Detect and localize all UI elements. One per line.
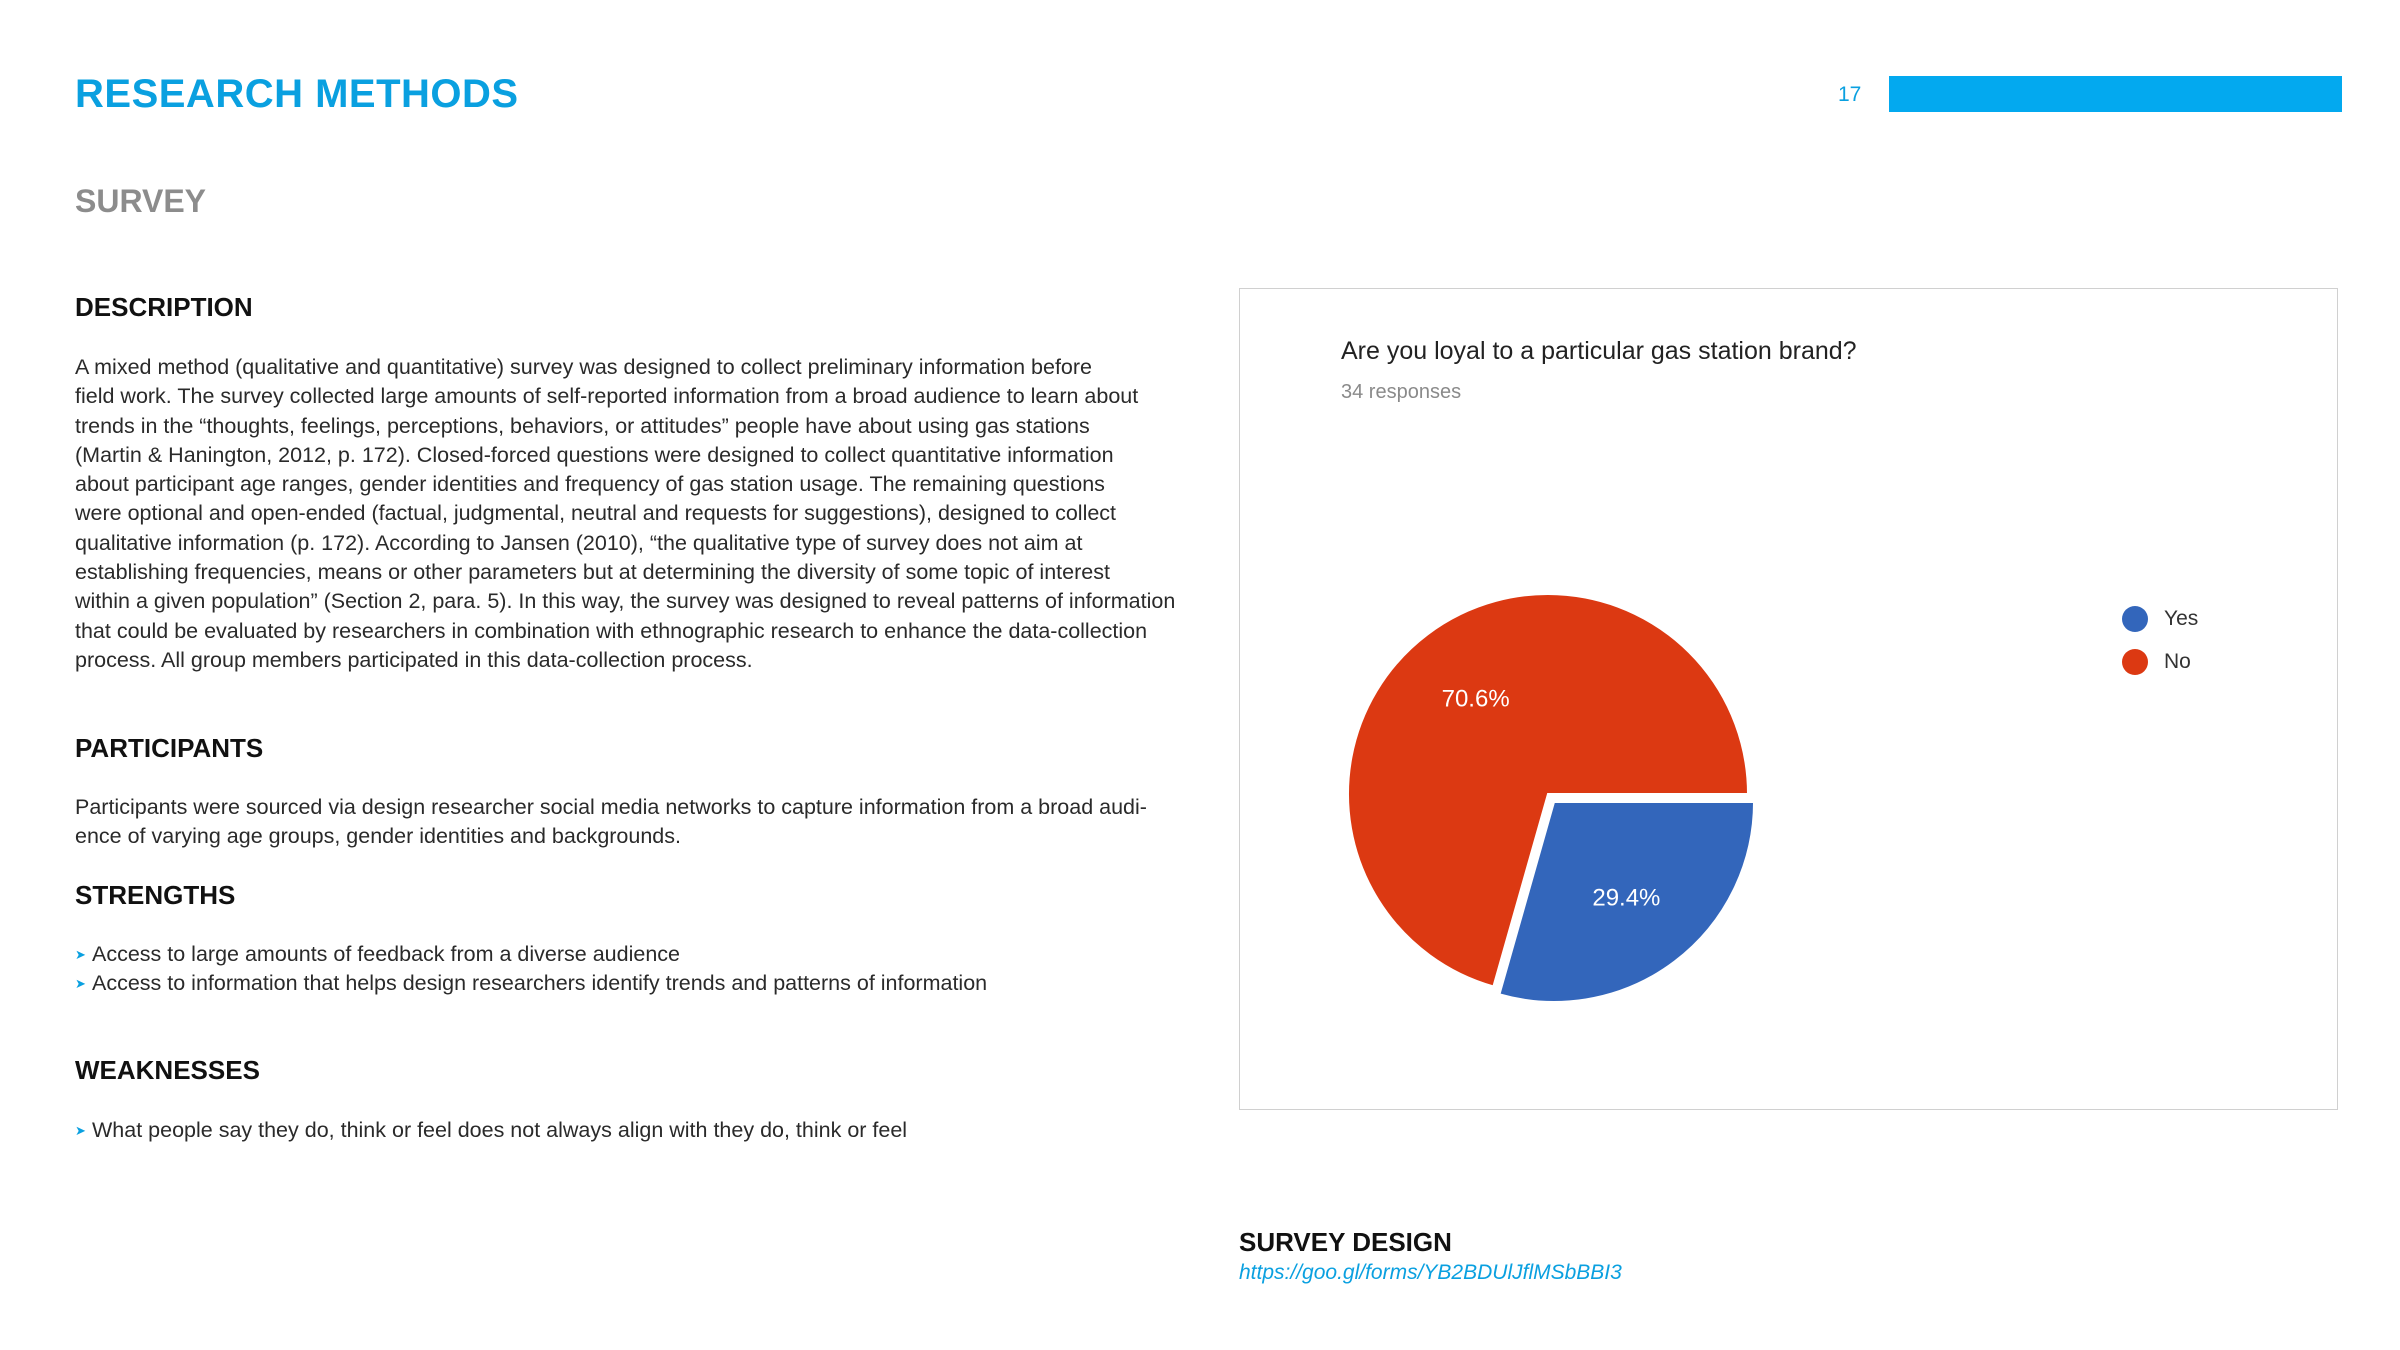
weaknesses-heading: WEAKNESSES: [75, 1055, 260, 1085]
section-subtitle: SURVEY: [75, 183, 207, 219]
pie-label-yes: 29.4%: [1592, 884, 1661, 912]
description-text: [75, 353, 1185, 675]
strengths-heading: STRENGTHS: [75, 880, 236, 910]
participants-line: ence of varying age groups, gender identities and backgrounds.: [75, 824, 681, 849]
legend-swatch: [2122, 606, 2148, 632]
pie-chart: [1240, 289, 2337, 1109]
chart-response-count: 34 responses: [1341, 381, 1462, 403]
arrow-bullet-icon: ➤: [75, 1123, 86, 1138]
strength-item: [75, 969, 987, 998]
weakness-item: [75, 1116, 907, 1145]
description-line: process. All group members participated in this data-collection process.: [75, 647, 753, 672]
description-heading: DESCRIPTION: [75, 292, 253, 322]
description-line: qualitative information (p. 172). According to Jansen (2010), “the qualitative type of survey does not aim at: [75, 530, 1083, 555]
participants-heading: PARTICIPANTS: [75, 733, 264, 763]
description-line: about participant age ranges, gender identities and frequency of gas station usage. The remaining questions: [75, 472, 1105, 497]
legend-label: No: [2164, 649, 2191, 673]
pie-label-no: 70.6%: [1441, 685, 1510, 713]
page-number: 17: [1838, 83, 1862, 106]
participants-line: Participants were sourced via design researcher social media networks to capture information from a broad audi-: [75, 795, 1147, 819]
description-line: within a given population” (Section 2, para. 5). In this way, the survey was designed to reveal patterns of information: [75, 589, 1176, 614]
survey-form-link[interactable]: https://goo.gl/forms/YB2BDUlJflMSbBBI3: [1239, 1261, 1622, 1284]
participants-text: [75, 793, 1185, 852]
survey-design-heading: SURVEY DESIGN: [1239, 1227, 1452, 1257]
arrow-bullet-icon: ➤: [75, 947, 86, 962]
description-line: A mixed method (qualitative and quantitative) survey was designed to collect preliminary information before: [75, 355, 1092, 379]
header-accent-bar: [1889, 76, 2342, 112]
legend-item-no: [2122, 640, 2198, 683]
description-line: field work. The survey collected large amounts of self-reported information from a broad audience to learn about: [75, 384, 1139, 409]
chart-legend: [2122, 597, 2198, 683]
survey-chart-card: [1239, 288, 2338, 1110]
weakness-item-text: What people say they do, think or feel does not always align with they do, think or feel: [92, 1118, 908, 1142]
description-line: (Martin & Hanington, 2012, p. 172). Closed-forced questions were designed to collect quantitative information: [75, 442, 1114, 467]
description-line: were optional and open-ended (factual, judgmental, neutral and requests for suggestions), designed to collect: [75, 501, 1117, 526]
legend-label: Yes: [2164, 606, 2199, 630]
description-line: trends in the “thoughts, feelings, perceptions, behaviors, or attitudes” people have about using gas stations: [75, 413, 1090, 438]
chart-question: Are you loyal to a particular gas station brand?: [1341, 337, 1857, 365]
description-line: that could be evaluated by researchers in combination with ethnographic research to enhance the data-collection: [75, 618, 1148, 643]
arrow-bullet-icon: ➤: [75, 976, 86, 991]
legend-swatch: [2122, 649, 2148, 675]
strength-item-text: Access to information that helps design researchers identify trends and patterns of information: [92, 971, 988, 995]
description-line: establishing frequencies, means or other parameters but at determining the diversity of some topic of interest: [75, 560, 1110, 585]
page-title: RESEARCH METHODS: [75, 72, 519, 116]
legend-item-yes: [2122, 597, 2198, 640]
strength-item: [75, 940, 680, 969]
strength-item-text: Access to large amounts of feedback from a diverse audience: [92, 942, 680, 966]
